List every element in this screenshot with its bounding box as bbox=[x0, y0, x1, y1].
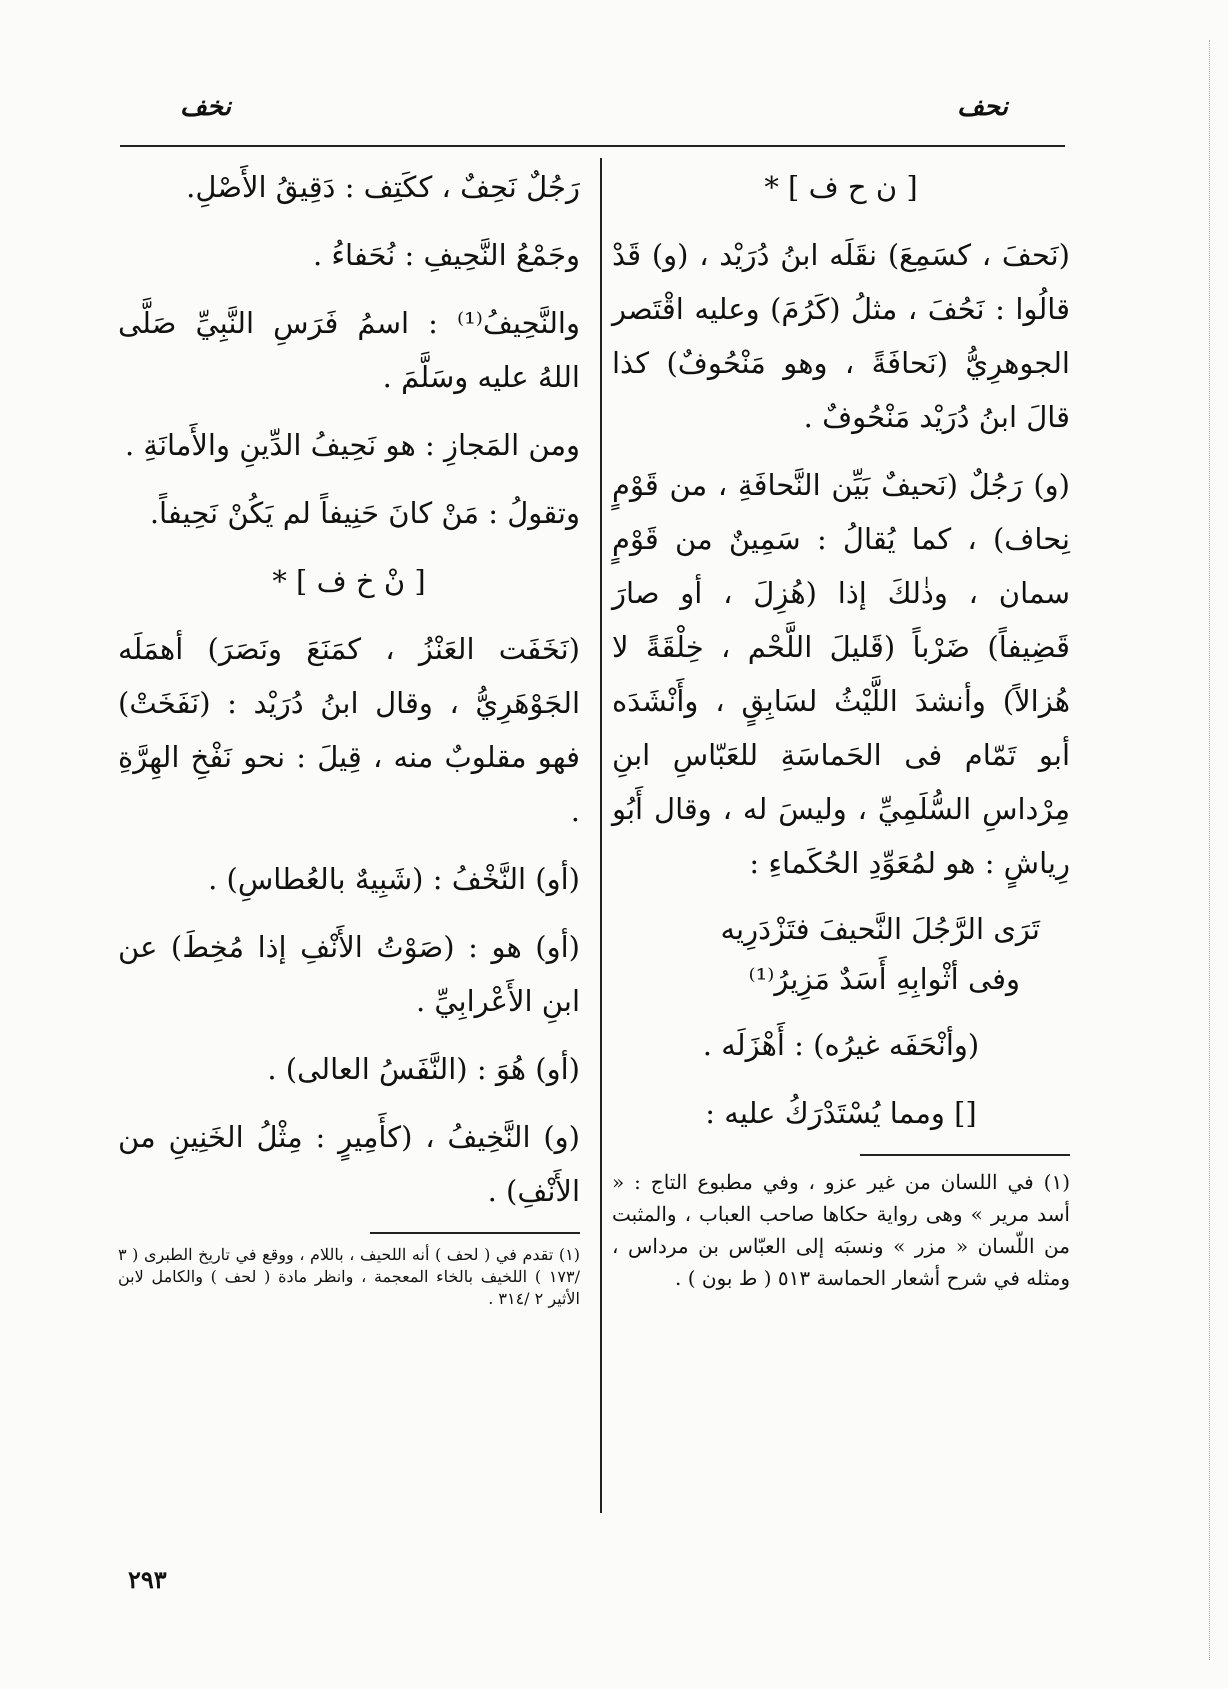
entry-heading-nkhf: [ نْ خ ف ] * bbox=[272, 564, 426, 598]
left-column bbox=[118, 160, 580, 1310]
paragraph: وتقولُ : مَنْ كانَ حَنِيفاً لم يَكُنْ نَحِيفاً. bbox=[149, 496, 580, 530]
paragraph: (و) النَّخِيفُ ، (كأَمِيرٍ : مِثْلُ الخَنِينِ من الأَنْفِ) . bbox=[118, 1120, 580, 1208]
paragraph: والنَّحِيفُ⁽¹⁾ : اسمُ فَرَسِ النَّبِيِّ صَلَّى اللهُ عليه وسَلَّمَ . bbox=[118, 306, 580, 394]
verse-line-2: وفى أثْوابِهِ أَسَدٌ مَزِيرُ⁽¹⁾ bbox=[748, 962, 1020, 996]
paragraph: (نَخَفَت العَنْزُ ، كمَنَعَ ونَصَرَ) أهمَلَه الجَوْهَرِيُّ ، وقال ابنُ دُرَيْد : (نَفَخَتْ) فهو مقلوبٌ منه ، قِيلَ : نحو نَفْخِ الهِرَّةِ . bbox=[118, 632, 580, 828]
running-header-left: نخف bbox=[180, 92, 231, 122]
paragraph: (أو) هُوَ : (النَّفَسُ العالى) . bbox=[267, 1052, 580, 1086]
paragraph: رَجُلٌ نَحِفٌ ، ككَتِف : دَقِيقُ الأَصْلِ. bbox=[186, 170, 580, 204]
running-header-right: نحف bbox=[957, 92, 1008, 122]
right-column bbox=[612, 160, 1070, 1294]
footnote: (١) في اللسان من غير عزو ، وفي مطبوع التاج : « أسد مرير » وهى رواية حكاها صاحب العباب ، والمثبت من اللّسان « مزر » ونسبَه إلى العبّاس بن مرداس ، ومثله في شرح أشعار الحماسة ٥١٣ ( ط بون ) . bbox=[612, 1170, 1070, 1290]
poetry-verse bbox=[612, 904, 1070, 1004]
entry-heading-nhf: [ ن ح ف ] * bbox=[764, 170, 918, 204]
paragraph: ومن المَجازِ : هو نَحِيفُ الدِّينِ والأَمانَةِ . bbox=[124, 428, 580, 462]
paragraph: (و) رَجُلٌ (نَحيفٌ بَيِّن النَّحافَةِ ، من قَوْمٍ نِحاف) ، كما يُقالُ : سَمِينٌ من قَوْمٍ سمان ، وذٰلكَ إذا (هُزِلَ ، أو صارَ قَضِيفاً) ضَرْباً (قَليلَ اللَّحْم ، خِلْقَةً لا هُزالاً) وأنشدَ اللَّيْثُ لسَابِقٍ ، وأَنْشَدَه أبو تَمّام فى الحَماسَةِ للعَبّاسِ ابنِ مِرْداسِ السُّلَمِيِّ ، وليسَ له ، وقال أَبُو رِياشٍ : هو لمُعَوِّدِ الحُكَماءِ : bbox=[612, 468, 1070, 880]
verse-line-1: تَرَى الرَّجُلَ النَّحيفَ فتَزْدَرِيه bbox=[720, 912, 1040, 946]
column-divider bbox=[600, 158, 602, 1513]
footnote-rule bbox=[370, 1232, 580, 1234]
page-edge-dots bbox=[1209, 40, 1210, 1660]
paragraph: (أو) النَّخْفُ : (شَبِيهٌ بالعُطاسِ) . bbox=[208, 862, 580, 896]
paragraph: (نَحفَ ، كسَمِعَ) نقَلَه ابنُ دُرَيْد ، (و) قَدْ قالُوا : نَحُفَ ، مثلُ (كَرُمَ) وعليه اقْتَصر الجوهرِيُّ (نَحافَةً ، وهو مَنْحُوفٌ) كذا قالَ ابنُ دُرَيْد مَنْحُوفٌ . bbox=[612, 238, 1070, 434]
footnote-rule bbox=[860, 1154, 1070, 1156]
mustadrak-heading: [] ومما يُسْتَدْرَكُ عليه : bbox=[705, 1096, 977, 1130]
footnote: (١) تقدم في ( لحف ) أنه اللحيف ، باللام ، ووقع في تاريخ الطبرى ( ٣ /١٧٣ ) اللخيف بالخاء المعجمة ، وانظر مادة ( لحف ) والكامل لابن الأثير ٢ /٣١٤ . bbox=[118, 1245, 580, 1308]
paragraph: (أو) هو : (صَوْتُ الأَنْفِ إذا مُخِطَ) عن ابنِ الأَعْرابِيِّ . bbox=[118, 930, 580, 1018]
paragraph: (وأنْحَفَه غيرُه) : أَهْزَلَه . bbox=[702, 1028, 980, 1062]
page-number: ٢٩٣ bbox=[128, 1565, 167, 1594]
header-rule bbox=[120, 145, 1065, 147]
paragraph: وجَمْعُ النَّحِيفِ : نُحَفاءُ . bbox=[312, 238, 580, 272]
